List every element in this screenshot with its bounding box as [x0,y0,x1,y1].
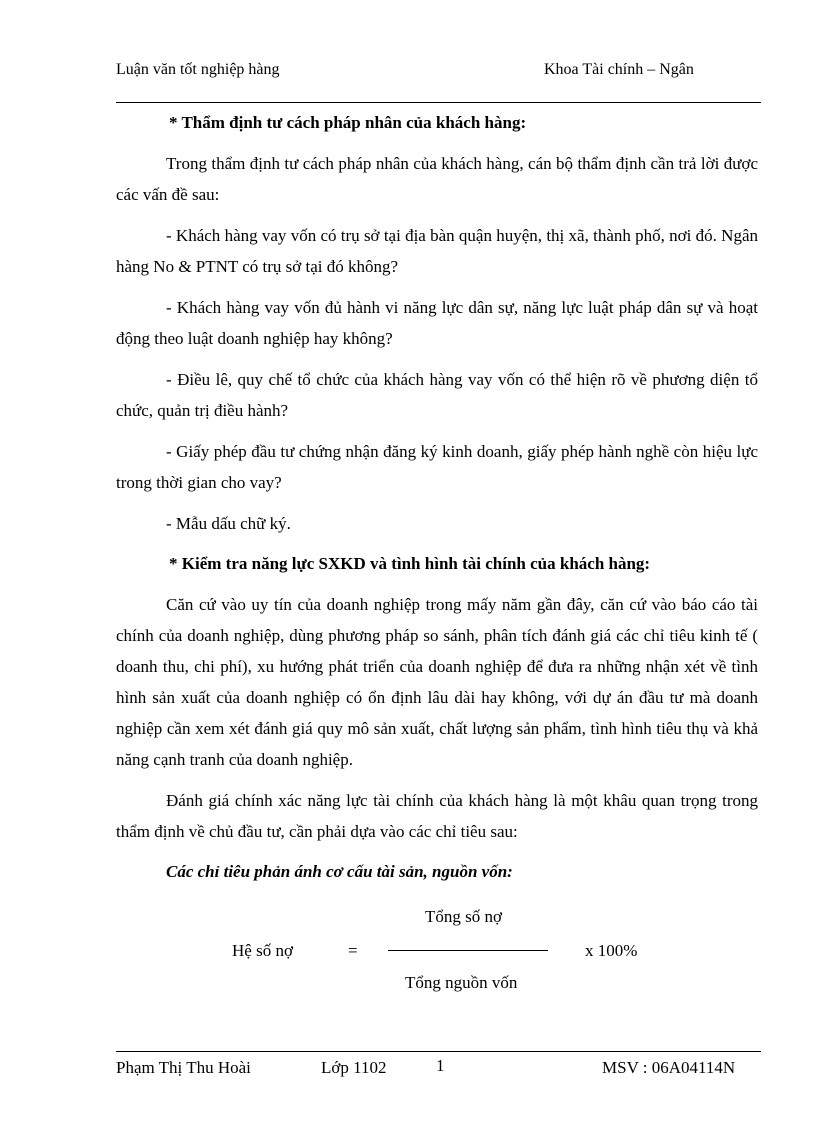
paragraph: - Điều lê, quy chế tổ chức của khách hàng vay vốn có thể hiện rõ về phương diện tổ chức, quản trị điều hành? [116,370,758,420]
formula-numerator: Tổng số nợ [425,907,502,926]
subheading-asset-structure: Các chỉ tiêu phản ánh cơ cấu tài sản, nguồn vốn: [166,862,513,881]
paragraph: Đánh giá chính xác năng lực tài chính của khách hàng là một khâu quan trọng trong thẩm định về chủ đầu tư, cần phải dựa vào các chỉ tiêu sau: [116,791,758,841]
footer-author: Phạm Thị Thu Hoài [116,1058,251,1077]
page-number: 1 [436,1056,445,1075]
paragraph: Trong thẩm định tư cách pháp nhân của khách hàng, cán bộ thẩm định cần trả lời được các vấn đề sau: [116,154,758,204]
paragraph: - Mẫu dấu chữ ký. [166,514,291,533]
paragraph: Căn cứ vào uy tín của doanh nghiệp trong mấy năm gần đây, căn cứ vào báo cáo tài chính của doanh nghiệp, dùng phương pháp so sánh, phân tích đánh giá các chỉ tiêu kinh tế ( doanh thu, chi phí), xu hướng phát triển của doanh nghiệp để đưa ra những nhận xét về tình hình sản xuất của doanh nghiệp có ổn định lâu dài hay không, với dự án đầu tư mà doanh nghiệp cần xem xét đánh giá quy mô sản xuất, chất lượng sản phẩm, tình hình tiêu thụ và khả năng cạnh tranh của doanh nghiệp. [116,595,758,769]
fraction-bar [388,950,548,951]
footer-class: Lớp 1102 [321,1058,387,1077]
section-heading-legal-status: * Thẩm định tư cách pháp nhân của khách hàng: [169,113,527,132]
formula-denominator: Tổng nguồn vốn [405,973,518,992]
formula-multiplier: x 100% [585,941,638,960]
footer-student-id: MSV : 06A04114N [602,1058,736,1077]
page-header [116,58,761,103]
debt-ratio-formula [116,903,756,1003]
paragraph: - Khách hàng vay vốn đủ hành vi năng lực dân sự, năng lực luật pháp dân sự và hoạt động theo luật doanh nghiệp hay không? [116,298,758,348]
section-heading-business-capacity: * Kiểm tra năng lực SXKD và tình hình tài chính của khách hàng: [169,554,651,573]
paragraph: - Khách hàng vay vốn có trụ sở tại địa bàn quận huyện, thị xã, thành phố, nơi đó. Ngân hàng No & PTNT có trụ sở tại đó không? [116,226,758,276]
page-footer [116,1051,761,1082]
header-thesis-title: Luận văn tốt nghiệp hàng [116,61,280,78]
header-faculty: Khoa Tài chính – Ngân [544,61,694,78]
formula-label: Hệ số nợ [232,941,293,960]
formula-equals: = [348,941,358,960]
document-body [116,108,758,887]
paragraph: - Giấy phép đầu tư chứng nhận đăng ký kinh doanh, giấy phép hành nghề còn hiệu lực trong thời gian cho vay? [116,442,758,492]
